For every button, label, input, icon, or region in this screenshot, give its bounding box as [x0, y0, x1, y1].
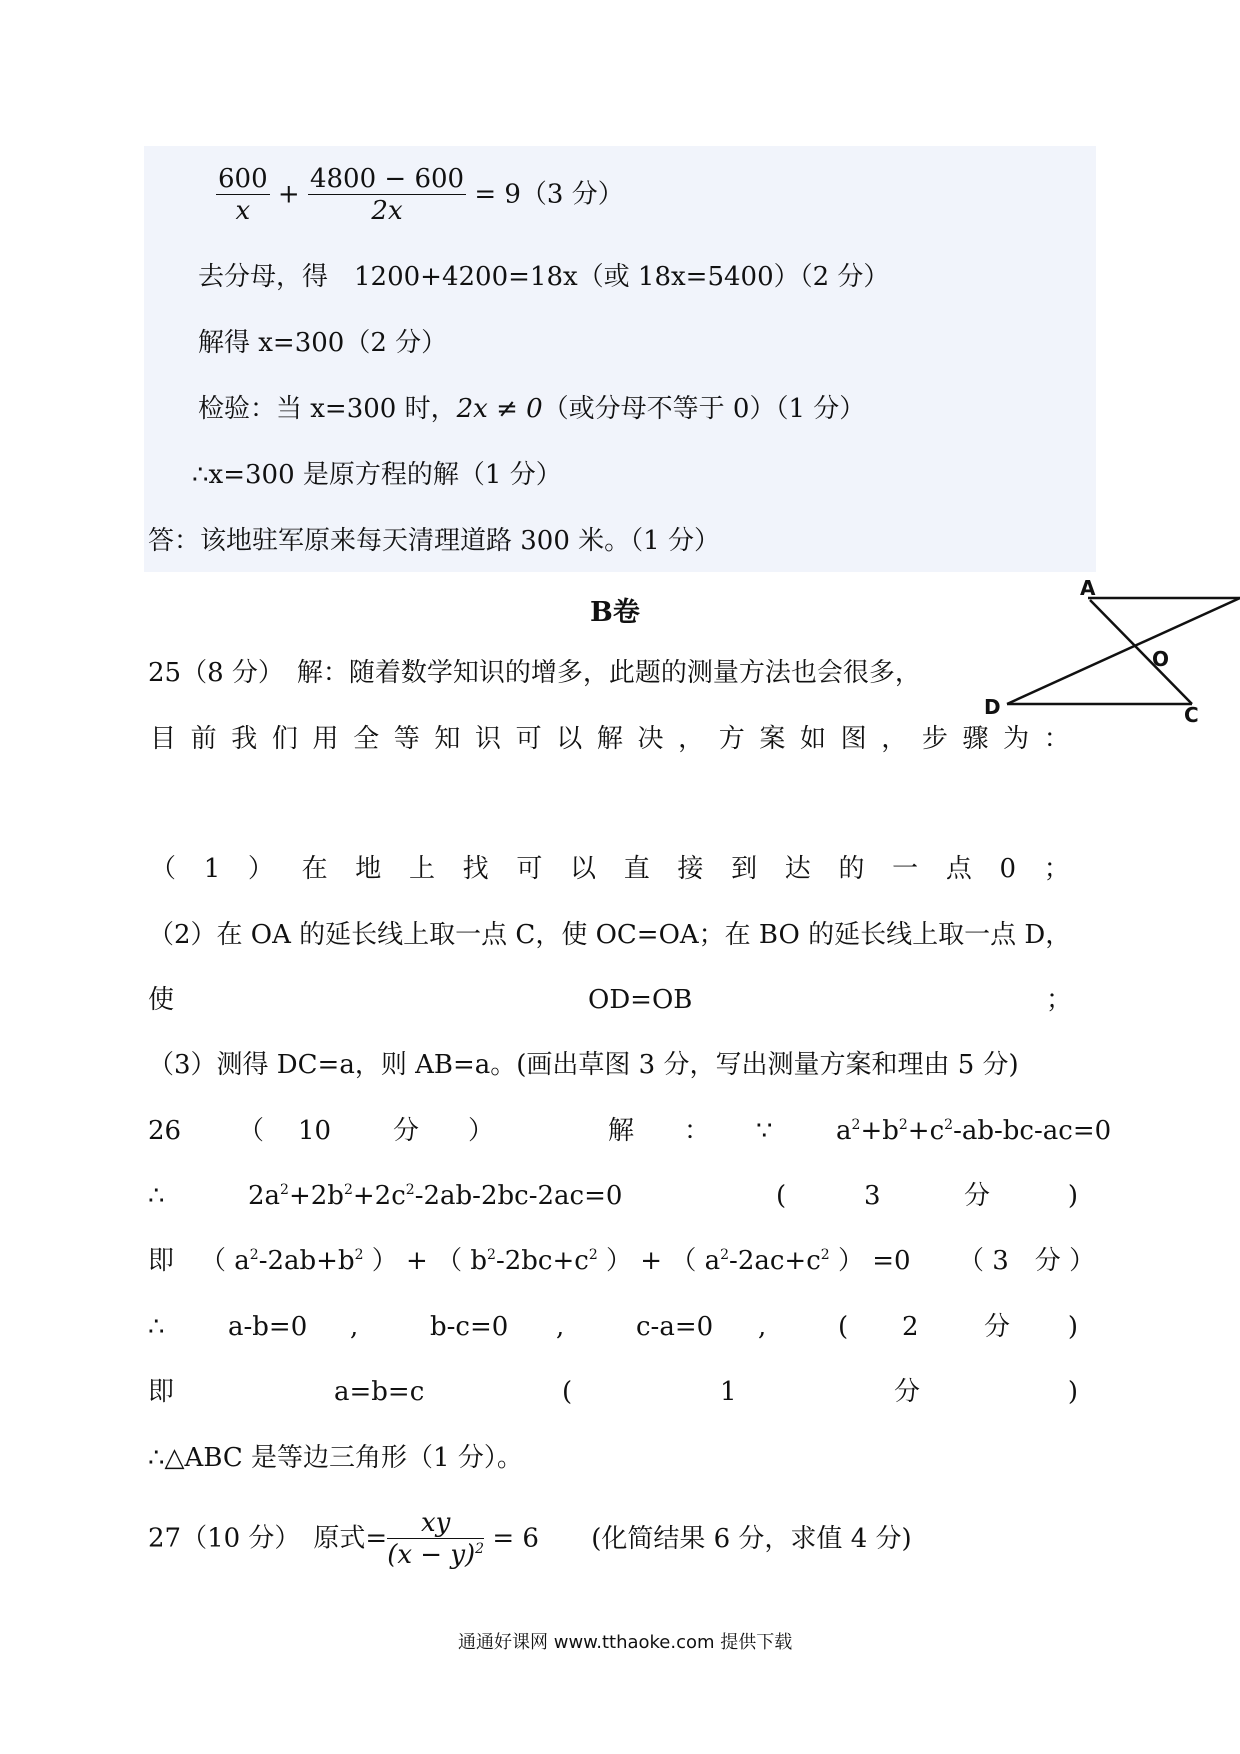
answer-line: 答：该地驻军原来每天清理道路 300 米。（1 分）: [148, 526, 720, 556]
q27-line: 27（10 分） 原式= $\frac{xy}{(x - y)^2}$ = 6 (化简结果 6 分，求值 4 分): [148, 1508, 912, 1570]
step-solve: 解得 x=300（2 分）: [198, 328, 448, 358]
q25-line1: 25（8 分） 解：随着数学知识的增多，此题的测量方法也会很多，: [148, 658, 921, 688]
segment-bd: [1007, 598, 1240, 704]
q26-doubled-equation: $2a^2+2b^2+2c^2-2ab-2bc-2ac=0$: [248, 1181, 623, 1211]
label-o: O: [1152, 647, 1170, 671]
q25-line2: 目 前 我 们 用 全 等 知 识 可 以 解 决 ， 方 案 如 图 ， 步 骤 为 ：: [150, 724, 1070, 754]
label-a: A: [1080, 576, 1096, 600]
section-title: B卷: [590, 597, 640, 628]
equation-line: $\frac{600}{x}$ + $\frac{4800 - 600}{2x}$ = 9（3 分）: [218, 164, 624, 226]
step-clear-denominator: 去分母，得 1200+4200=18x（或 18x=5400）（2 分）: [198, 262, 890, 292]
q25-line4: （2）在 OA 的延长线上取一点 C，使 OC=OA；在 BO 的延长线上取一点 D，: [148, 920, 1072, 950]
label-d: D: [984, 695, 1001, 719]
geometry-figure: [970, 570, 1240, 730]
label-c: C: [1184, 703, 1199, 727]
footer-source: 通通好课网 www.tthaoke.com 提供下载: [458, 1632, 793, 1653]
segment-ac: [1090, 600, 1192, 704]
q25-line6: （3）测得 DC=a，则 AB=a。(画出草图 3 分，写出测量方案和理由 5 分): [148, 1050, 1019, 1080]
q26-given-equation: $a^2+b^2+c^2-ab-bc-ac=0$: [836, 1116, 1112, 1146]
q26-grouped-expression: （ $a^2-2ab+b^2$ ） + （ $b^2-2bc+c^2$ ） + （ $a^2-2ac+c^2$ ） =0: [200, 1246, 911, 1276]
q26-conclusion: ∴△ABC 是等边三角形（1 分）。: [148, 1443, 523, 1473]
step-check: 检验：当 x=300 时，2x ≠ 0（或分母不等于 0）（1 分）: [198, 394, 866, 424]
step-conclusion: ∴x=300 是原方程的解（1 分）: [192, 460, 562, 490]
q25-line3: （ 1 ） 在 地 上 找 可 以 直 接 到 达 的 一 点 0 ；: [150, 854, 1070, 884]
